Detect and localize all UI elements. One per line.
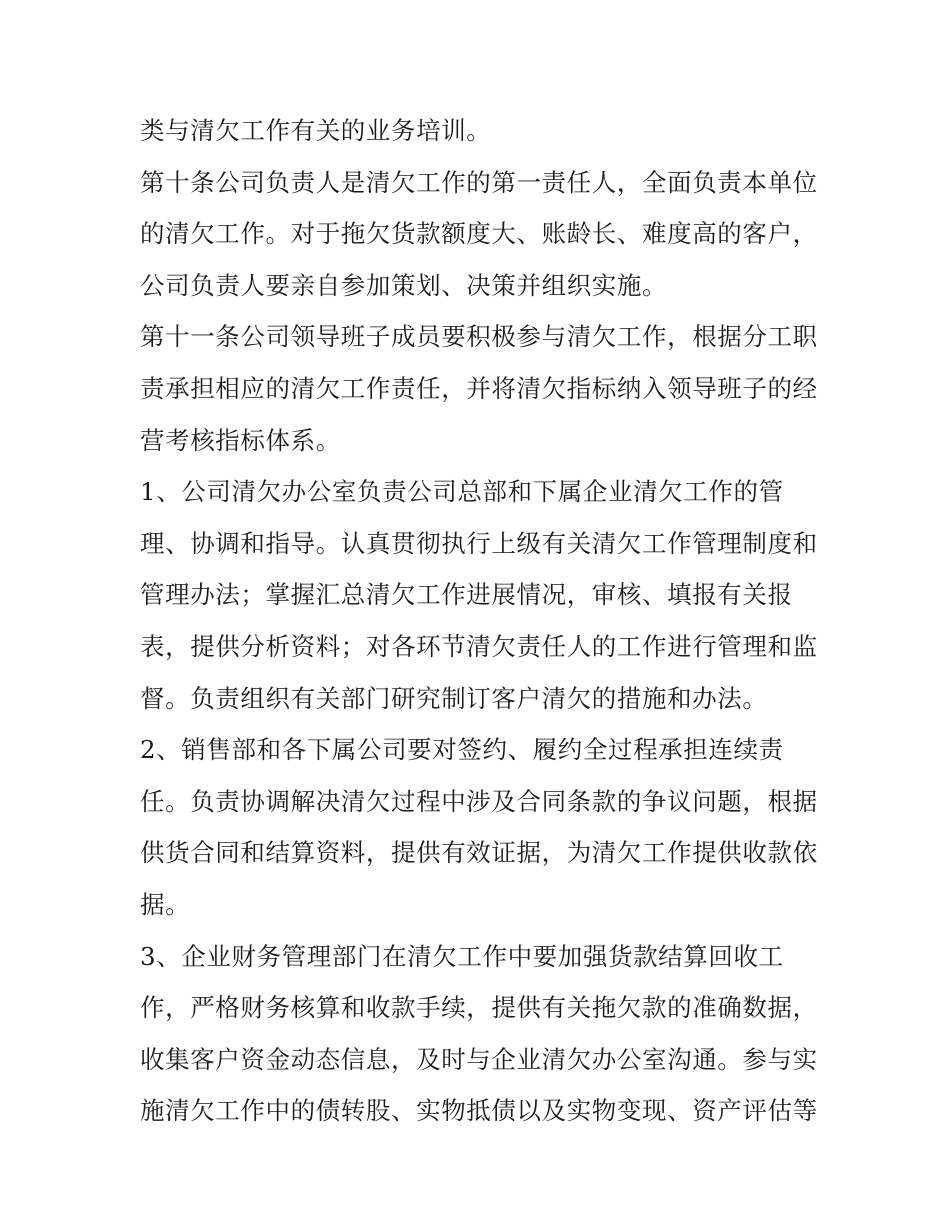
text-line: 1、公司清欠办公室负责公司总部和下属企业清欠工作的管 <box>140 477 784 507</box>
text-line: 督。负责组织有关部门研究制订客户清欠的措施和办法。 <box>140 683 768 713</box>
text-line: 收集客户资金动态信息，及时与企业清欠办公室沟通。参与实 <box>140 1044 818 1074</box>
text-line: 表，提供分析资料；对各环节清欠责任人的工作进行管理和监 <box>140 631 818 661</box>
text-line: 2、销售部和各下属公司要对签约、履约全过程承担连续责 <box>140 735 784 765</box>
text-line: 3、企业财务管理部门在清欠工作中要加强货款结算回收工 <box>140 941 784 971</box>
text-line: 供货合同和结算资料，提供有效证据，为清欠工作提供收款依 <box>140 838 818 868</box>
text-line: 第十条公司负责人是清欠工作的第一责任人，全面负责本单位 <box>140 167 818 197</box>
text-line: 类与清欠工作有关的业务培训。 <box>140 116 492 145</box>
text-line: 责承担相应的清欠工作责任，并将清欠指标纳入领导班子的经 <box>140 373 818 403</box>
text-line: 公司负责人要亲自参加策划、决策并组织实施。 <box>140 270 668 300</box>
text-line: 管理办法；掌握汇总清欠工作进展情况，审核、填报有关报 <box>140 580 793 610</box>
text-line: 第十一条公司领导班子成员要积极参与清欠工作，根据分工职 <box>140 322 818 352</box>
text-line: 据。 <box>140 889 191 919</box>
document-body <box>140 105 820 1137</box>
text-line: 理、协调和指导。认真贯彻执行上级有关清欠工作管理制度和 <box>140 528 818 558</box>
text-line: 的清欠工作。对于拖欠货款额度大、账龄长、难度高的客户， <box>140 219 818 249</box>
text-line: 施清欠工作中的债转股、实物抵债以及实物变现、资产评估等 <box>140 1096 818 1126</box>
text-line: 任。负责协调解决清欠过程中涉及合同条款的争议问题，根据 <box>140 786 818 816</box>
text-line: 作，严格财务核算和收款手续，提供有关拖欠款的准确数据， <box>140 993 818 1023</box>
text-line: 营考核指标体系。 <box>140 425 341 455</box>
